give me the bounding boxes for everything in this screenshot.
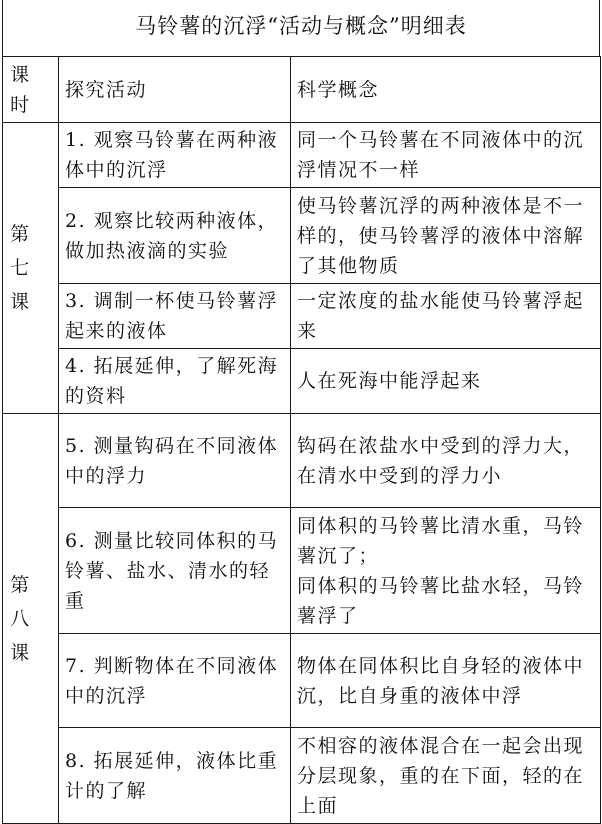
header-lesson-label: 课时 [10, 63, 31, 116]
table-row [3, 508, 601, 634]
header-lesson [3, 57, 59, 123]
table-row [3, 728, 601, 824]
table-row [3, 349, 601, 414]
activity-cell: 6. 测量比较同体积的马铃薯、盐水、清水的轻重 [59, 508, 291, 634]
header-row [3, 57, 601, 123]
lesson-7-cell [3, 123, 59, 414]
header-concept: 科学概念 [291, 57, 601, 123]
activity-cell: 1. 观察马铃薯在两种液体中的沉浮 [59, 123, 291, 188]
lesson-8-label: 第八课 [10, 573, 31, 664]
lesson-8-cell [3, 414, 59, 824]
table-title: 马铃薯的沉浮“活动与概念”明细表 [2, 0, 600, 56]
activity-cell: 4. 拓展延伸，了解死海的资料 [59, 349, 291, 414]
concept-cell: 使马铃薯沉浮的两种液体是不一样的，使马铃薯浮的液体中溶解了其他物质 [291, 188, 601, 284]
concept-cell [291, 508, 601, 634]
table-row [3, 123, 601, 188]
concept-cell: 不相容的液体混合在一起会出现分层现象，重的在下面，轻的在上面 [291, 728, 601, 824]
table-row [3, 634, 601, 728]
concept-line: 同体积的马铃薯比盐水轻，马铃薯浮了 [297, 574, 585, 627]
concept-cell: 人在死海中能浮起来 [291, 349, 601, 414]
concept-cell: 物体在同体积比自身轻的液体中沉，比自身重的液体中浮 [291, 634, 601, 728]
concept-cell: 一定浓度的盐水能使马铃薯浮起来 [291, 284, 601, 349]
activity-cell: 8. 拓展延伸，液体比重计的了解 [59, 728, 291, 824]
concept-line: 同体积的马铃薯比清水重，马铃薯沉了； [297, 514, 585, 567]
table-row [3, 284, 601, 349]
concept-cell: 钩码在浓盐水中受到的浮力大，在清水中受到的浮力小 [291, 414, 601, 508]
header-activity: 探究活动 [59, 57, 291, 123]
table-row [3, 414, 601, 508]
lesson-7-label: 第七课 [10, 223, 31, 313]
activity-cell: 3. 调制一杯使马铃薯浮起来的液体 [59, 284, 291, 349]
concept-cell: 同一个马铃薯在不同液体中的沉浮情况不一样 [291, 123, 601, 188]
activity-cell: 2. 观察比较两种液体，做加热液滴的实验 [59, 188, 291, 284]
table-row [3, 188, 601, 284]
activity-cell: 5. 测量钩码在不同液体中的浮力 [59, 414, 291, 508]
activity-concept-table [2, 56, 601, 824]
activity-cell: 7. 判断物体在不同液体中的沉浮 [59, 634, 291, 728]
